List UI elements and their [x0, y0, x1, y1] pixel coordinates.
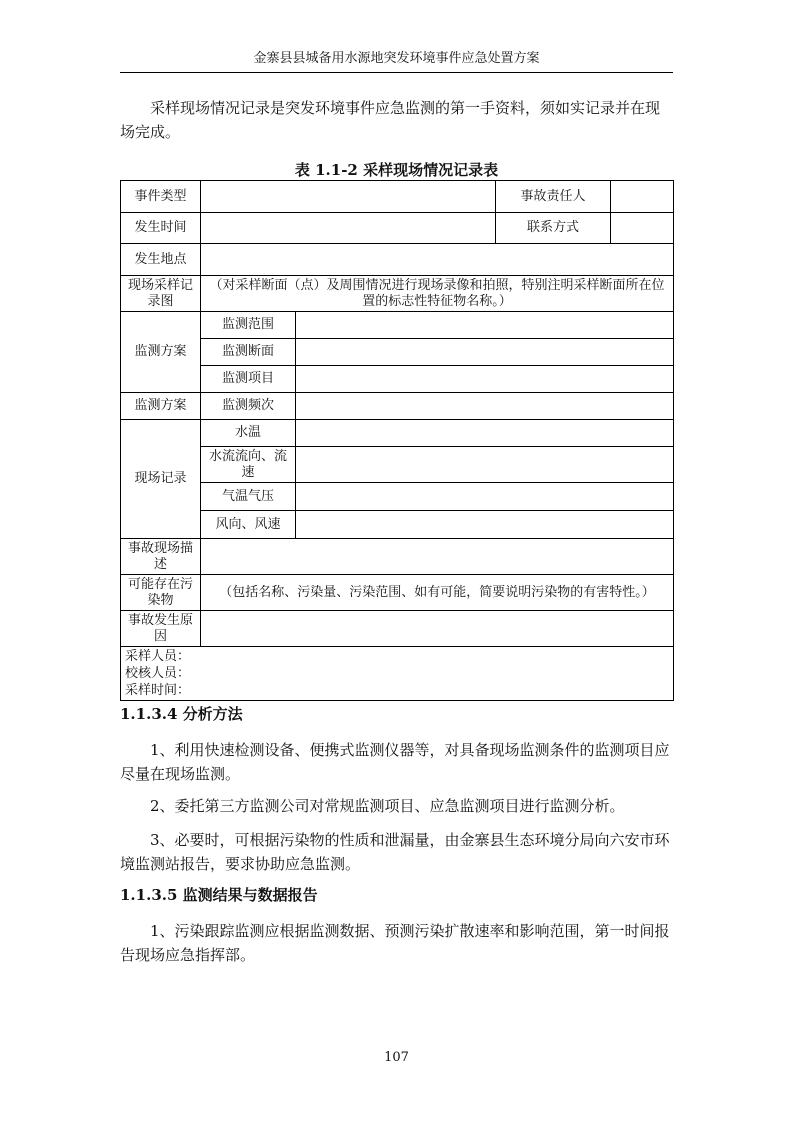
table-row	[121, 575, 674, 611]
table-row	[121, 244, 674, 276]
scope-label: 监测范围	[201, 312, 296, 339]
air-label: 气温气压	[201, 483, 296, 511]
running-header: 金寨县县城备用水源地突发环境事件应急处置方案	[253, 51, 540, 66]
cause-label: 事故发生原因	[121, 611, 201, 647]
flow-value	[296, 447, 674, 483]
cause-value	[201, 611, 674, 647]
table-row	[121, 181, 674, 213]
table-row	[121, 312, 674, 339]
sampling-map-note: （对采样断面（点）及周围情况进行现场录像和拍照，特别注明采样断面所在位置的标志性特征物名称。）	[201, 276, 674, 312]
occur-time-label: 发生时间	[121, 213, 201, 244]
plan-label: 监测方案	[121, 312, 201, 393]
items-label: 监测项目	[201, 366, 296, 393]
responsible-label: 事故责任人	[496, 181, 611, 213]
sampler-label: 采样人员：	[125, 649, 191, 664]
results-text-1: 1、污染跟踪监测应根据监测数据、预测污染扩散速率和影响范围，第一时间报告现场应急指挥部。	[120, 922, 670, 964]
water-temp-label: 水温	[201, 420, 296, 447]
items-value	[296, 366, 674, 393]
table-row	[121, 539, 674, 575]
sample-time-label: 采样时间：	[125, 683, 191, 698]
section-label: 监测断面	[201, 339, 296, 366]
responsible-value	[611, 181, 674, 213]
table-row	[121, 366, 674, 393]
wind-label: 风向、风速	[201, 511, 296, 539]
frequency-label: 监测频次	[201, 393, 296, 420]
occur-time-value	[201, 213, 496, 244]
table-row	[121, 611, 674, 647]
wind-value	[296, 511, 674, 539]
analysis-paragraph-3	[120, 828, 673, 876]
event-type-value	[201, 181, 496, 213]
analysis-text-3: 3、必要时，可根据污染物的性质和泄漏量，由金寨县生态环境分局向六安市环境监测站报告，要求协助应急监测。	[120, 831, 670, 873]
analysis-text-2: 2、委托第三方监测公司对常规监测项目、应急监测项目进行监测分析。	[150, 797, 625, 815]
table-row	[121, 447, 674, 483]
plan2-label: 监测方案	[121, 393, 201, 420]
location-label: 发生地点	[121, 244, 201, 276]
air-value	[296, 483, 674, 511]
intro-paragraph	[120, 96, 673, 144]
table-row	[121, 339, 674, 366]
frequency-value	[296, 393, 674, 420]
table-row	[121, 483, 674, 511]
pollutants-note: （包括名称、污染量、污染范围、如有可能，简要说明污染物的有害特性。）	[201, 575, 674, 611]
table-row	[121, 647, 674, 701]
table-row	[121, 213, 674, 244]
table-row	[121, 276, 674, 312]
event-type-label: 事件类型	[121, 181, 201, 213]
scope-value	[296, 312, 674, 339]
contact-value	[611, 213, 674, 244]
header-rule	[120, 72, 673, 73]
scene-desc-label: 事故现场描述	[121, 539, 201, 575]
sampling-map-label: 现场采样记录图	[121, 276, 201, 312]
table-row	[121, 420, 674, 447]
analysis-text-1: 1、利用快速检测设备、便携式监测仪器等，对具备现场监测条件的监测项目应尽量在现场监测。	[120, 741, 670, 783]
signature-block	[121, 647, 674, 701]
section-heading-results: 1.1.3.5 监测结果与数据报告	[120, 886, 318, 904]
checker-label: 校核人员：	[125, 666, 191, 681]
sampling-record-table	[120, 180, 674, 701]
table-row	[121, 393, 674, 420]
analysis-paragraph-1	[120, 738, 673, 786]
intro-text: 采样现场情况记录是突发环境事件应急监测的第一手资料，须如实记录并在现场完成。	[120, 99, 661, 141]
table-caption: 表 1.1-2 采样现场情况记录表	[294, 161, 499, 179]
pollutants-label: 可能存在污染物	[121, 575, 201, 611]
location-value	[201, 244, 674, 276]
page-number: 107	[384, 1050, 409, 1065]
analysis-paragraph-2	[120, 794, 673, 818]
section-heading-analysis: 1.1.3.4 分析方法	[120, 705, 243, 723]
water-temp-value	[296, 420, 674, 447]
scene-desc-value	[201, 539, 674, 575]
results-paragraph-1	[120, 919, 673, 967]
contact-label: 联系方式	[496, 213, 611, 244]
flow-label: 水流流向、流速	[201, 447, 296, 483]
section-value	[296, 339, 674, 366]
field-record-label: 现场记录	[121, 420, 201, 539]
table-row	[121, 511, 674, 539]
